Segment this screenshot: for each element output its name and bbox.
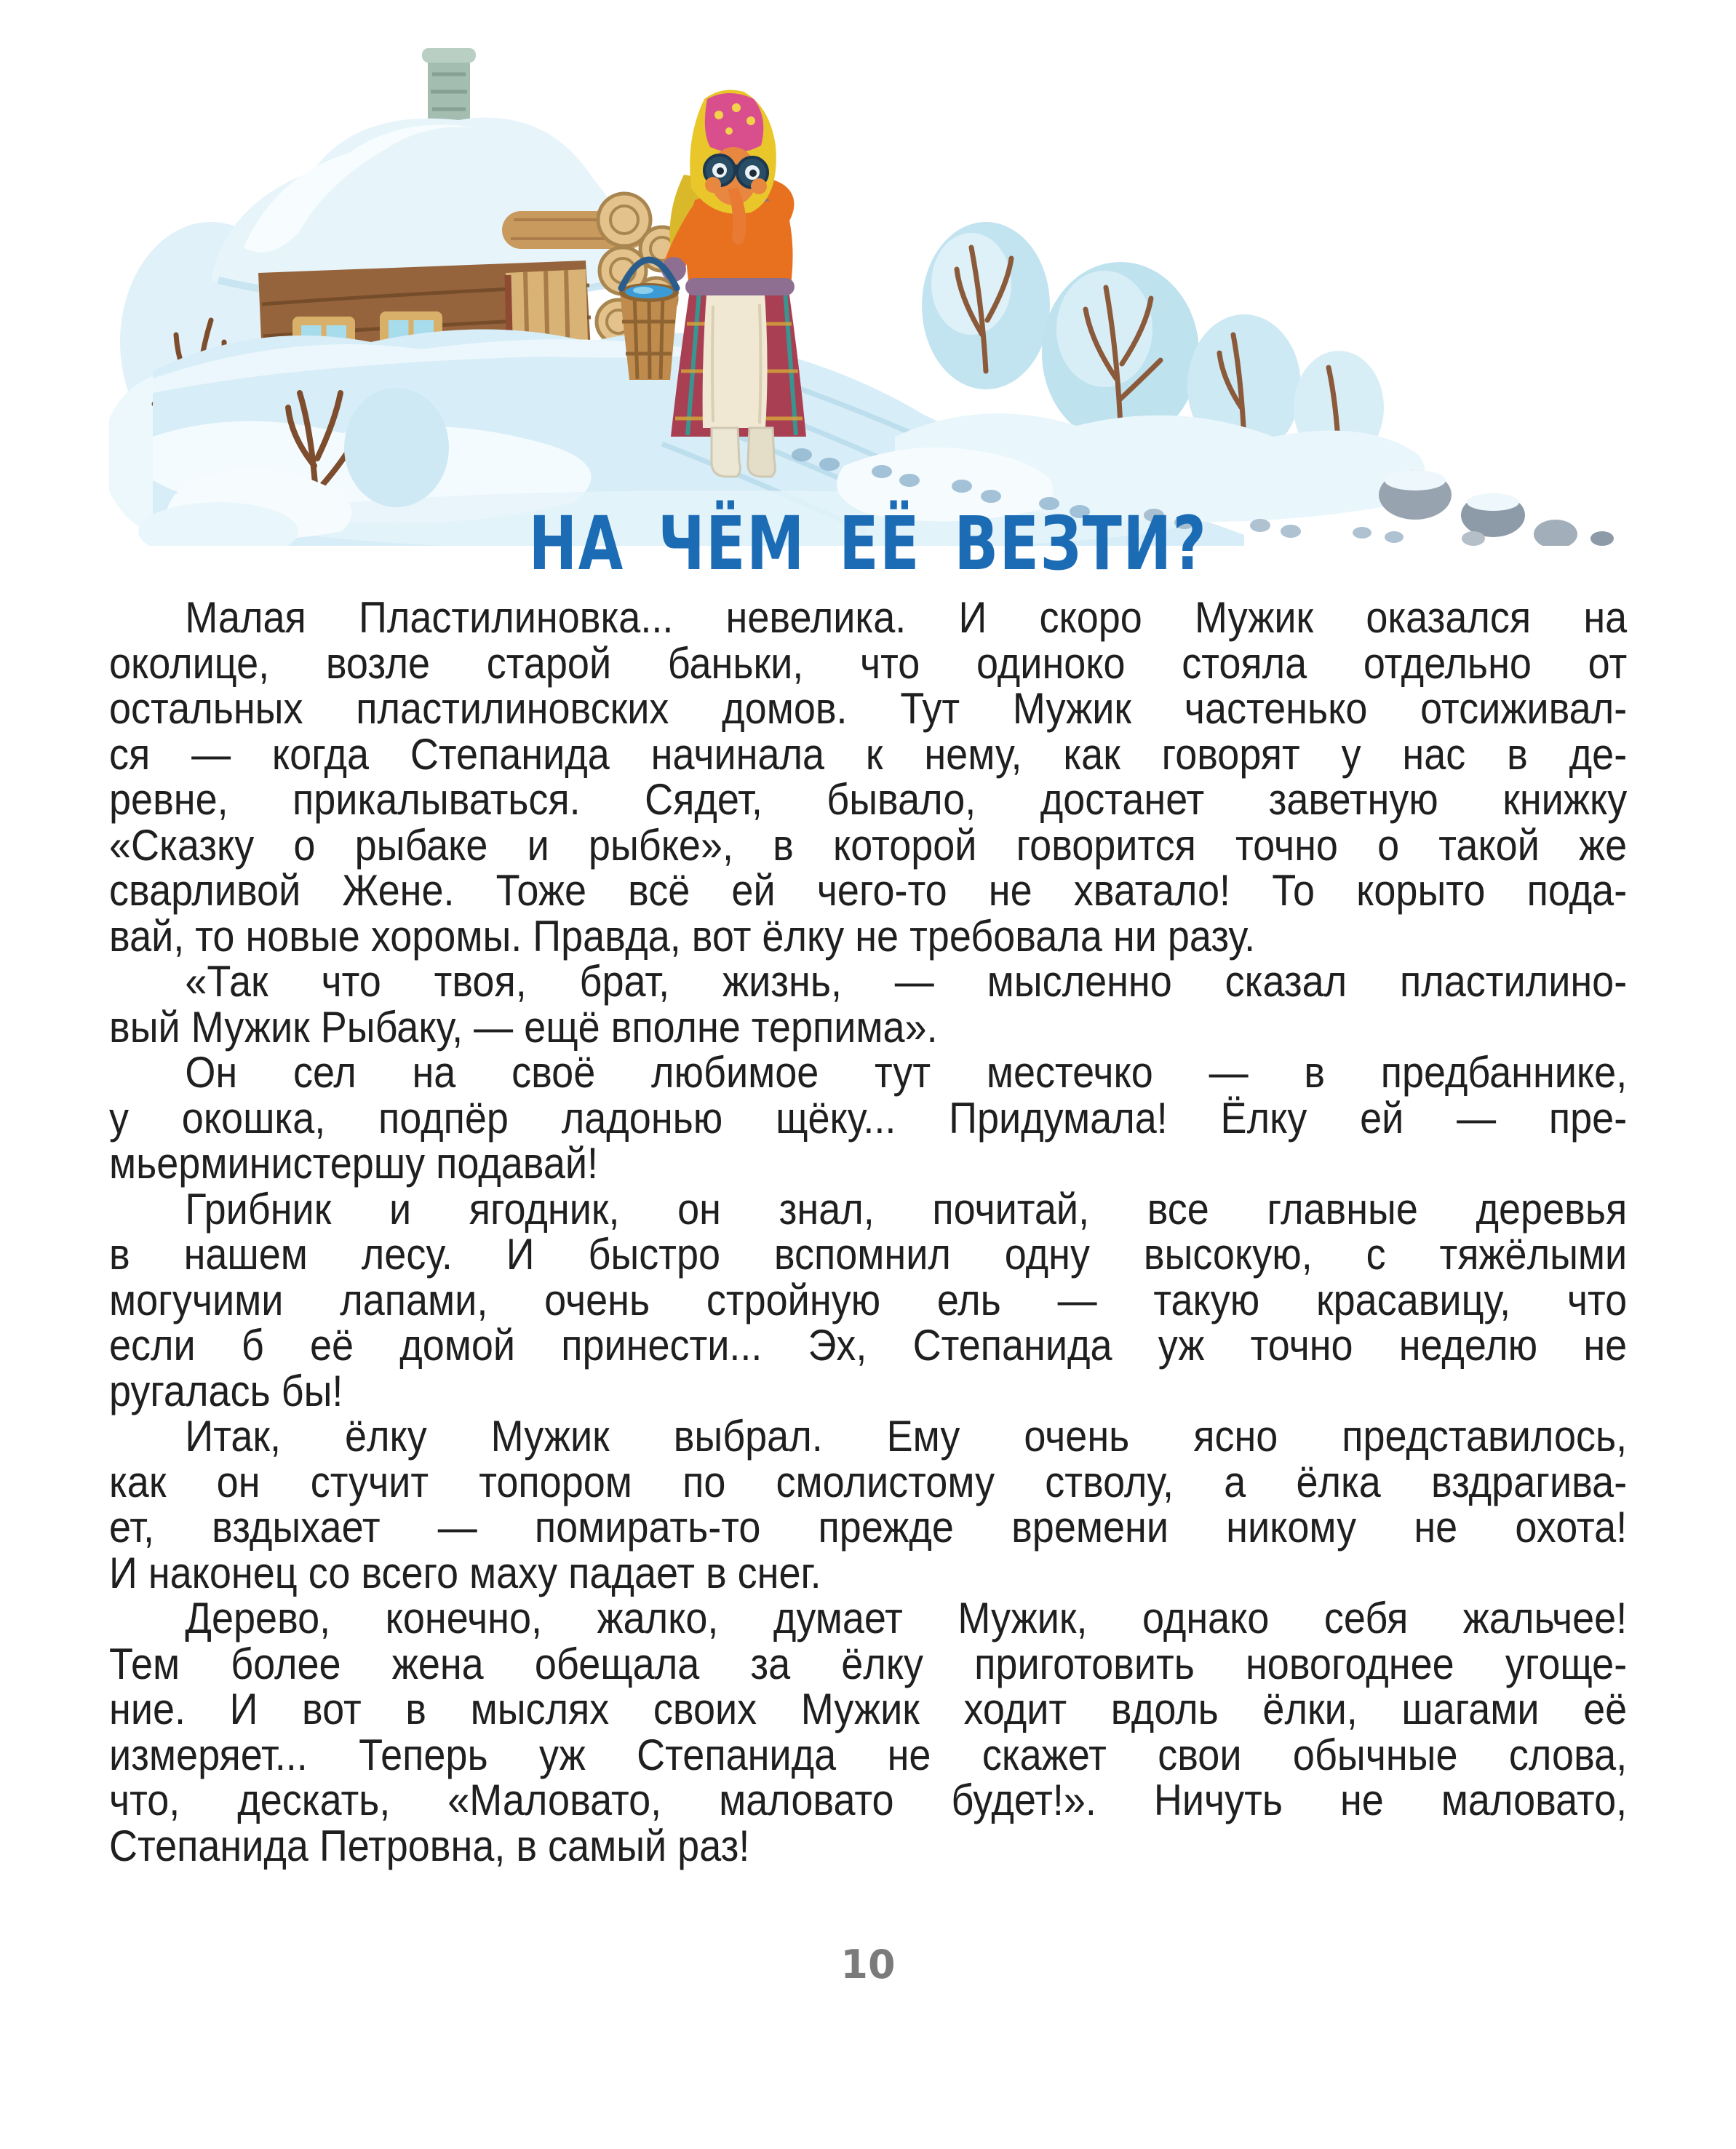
text-line: Степанида Петровна, в самый раз!: [109, 1821, 750, 1870]
text-line: что, дескать, «Маловато, маловато будет!». Ничуть не маловато,: [109, 1776, 1628, 1824]
text-line: Тем более жена обещала за ёлку приготовить новогоднее угоще-: [109, 1639, 1628, 1688]
text-line: измеряет... Теперь уж Степанида не скажет свои обычные слова,: [109, 1730, 1628, 1779]
text-line: ревне, прикалываться. Сядет, бывало, достанет заветную книжку: [109, 775, 1628, 824]
text-line: Он сел на своё любимое тут местечко — в предбаннике,: [185, 1048, 1628, 1097]
chimney: [422, 48, 476, 130]
text-line: вый Мужик Рыбаку, — ещё вполне терпима».: [109, 1002, 938, 1052]
text-line: ся — когда Степанида начинала к нему, как говорят у нас в де-: [109, 729, 1628, 779]
text-line: И наконец со всего маху падает в снег.: [109, 1548, 821, 1597]
text-line: «Так что твоя, брат, жизнь, — мысленно сказал пластилино-: [185, 957, 1628, 1006]
text-line: «Сказку о рыбаке и рыбке», в которой говорится точно о такой же: [109, 820, 1628, 870]
text-line: мьерминистершу подавай!: [109, 1139, 599, 1188]
text-line: сварливой Жене. Тоже всё ей чего-то не хватало! То корыто пода-: [109, 866, 1628, 915]
text-line: вай, то новые хоромы. Правда, вот ёлку не требовала ни разу.: [109, 911, 1256, 961]
text-line: если б её домой принести... Эх, Степанида уж точно неделю не: [109, 1321, 1628, 1370]
text-line: остальных пластилиновских домов. Тут Мужик частенько отсиживал-: [109, 684, 1628, 733]
text-line: Дерево, конечно, жалко, думает Мужик, однако себя жальчее!: [185, 1594, 1628, 1642]
page-number: 10: [840, 1942, 896, 1987]
story-text: [109, 595, 1627, 1869]
text-line: околице, возле старой баньки, что одиноко стояла отдельно от: [109, 638, 1628, 688]
snow-bushes-right: [837, 222, 1425, 522]
text-line: ние. И вот в мыслях своих Мужик ходит вдоль ёлки, шагами её: [109, 1685, 1628, 1733]
text-line: Итак, ёлку Мужик выбрал. Ему очень ясно представилось,: [185, 1412, 1628, 1461]
text-line: Грибник и ягодник, он знал, почитай, все главные деревья: [185, 1184, 1628, 1234]
text-line: могучими лапами, очень стройную ель — такую красавицу, что: [109, 1275, 1628, 1324]
text-line: ет, вздыхает — помирать-то прежде времени никому не охота!: [109, 1503, 1628, 1552]
text-line: ругалась бы!: [109, 1366, 343, 1415]
text-line: как он стучит топором по смолистому стволу, а ёлка вздрагива-: [109, 1457, 1628, 1506]
text-line: у окошка, подпёр ладонью щёку... Придумала! Ёлку ей — пре-: [109, 1093, 1628, 1143]
text-line: Малая Пластилиновка... невелика. И скоро Мужик оказался на: [185, 593, 1628, 642]
story-title: НА ЧЁМ ЕЁ ВЕЗТИ?: [528, 501, 1208, 587]
text-line: в нашем лесу. И быстро вспомнил одну высокую, с тяжёлыми: [109, 1230, 1628, 1279]
winter-illustration: [109, 29, 1627, 546]
